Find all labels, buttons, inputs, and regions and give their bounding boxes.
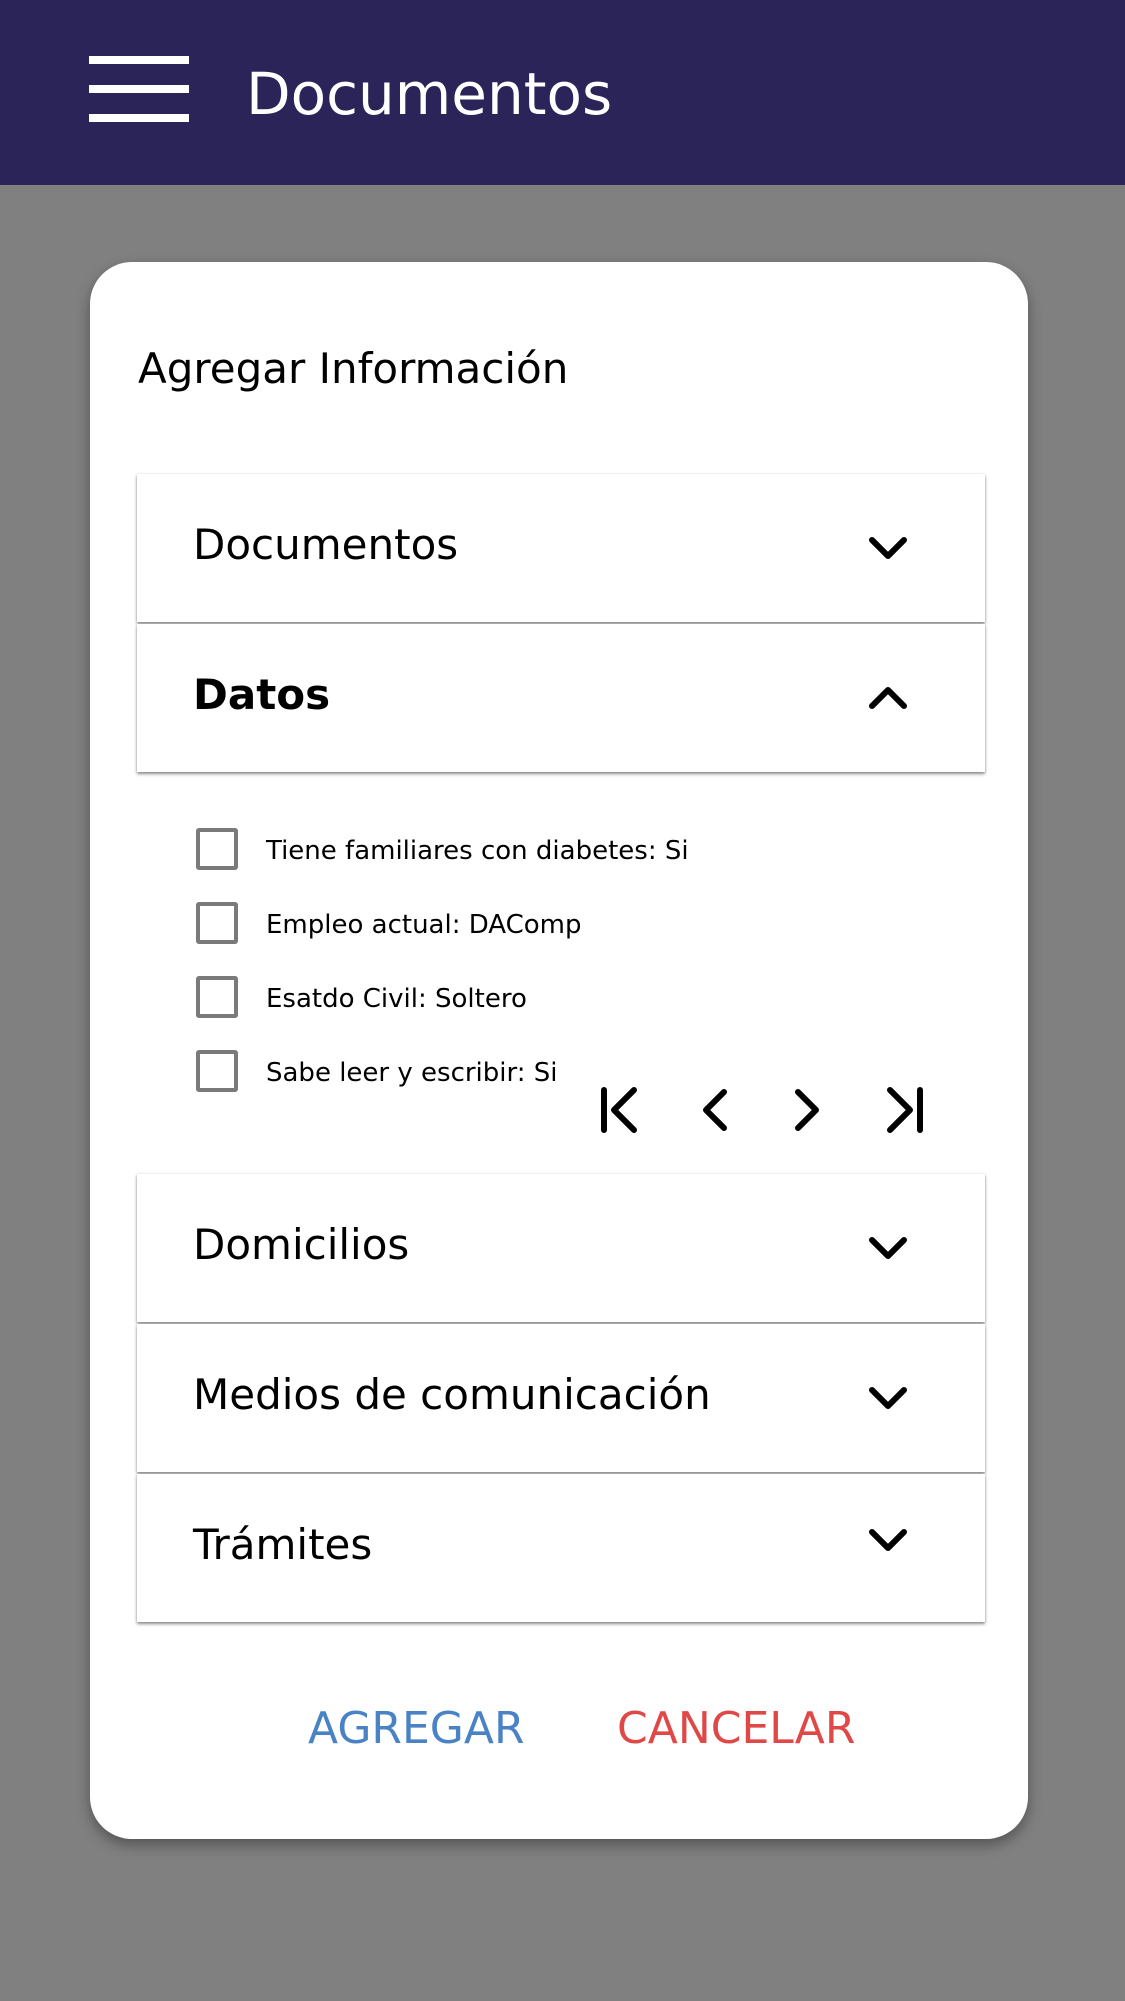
section-label: Domicilios: [193, 1220, 410, 1269]
section-datos[interactable]: [137, 624, 985, 772]
section-documentos[interactable]: [137, 474, 985, 622]
section-domicilios[interactable]: [137, 1174, 985, 1322]
first-page-icon[interactable]: [594, 1082, 650, 1138]
chevron-down-icon: [866, 1226, 910, 1270]
dialog-title: Agregar Información: [138, 344, 569, 393]
item-label: Tiene familiares con diabetes: Si: [266, 836, 689, 866]
chevron-down-icon: [866, 1376, 910, 1420]
section-tramites[interactable]: [137, 1474, 985, 1622]
add-button[interactable]: AGREGAR: [308, 1703, 525, 1754]
checkbox[interactable]: [196, 976, 238, 1018]
item-label: Sabe leer y escribir: Si: [266, 1058, 558, 1088]
chevron-down-icon: [866, 526, 910, 570]
app-bar: [0, 0, 1125, 185]
section-label: Datos: [193, 670, 331, 719]
next-page-icon[interactable]: [778, 1082, 834, 1138]
section-label: Medios de comunicación: [193, 1370, 711, 1419]
chevron-up-icon: [866, 676, 910, 720]
checkbox[interactable]: [196, 1050, 238, 1092]
section-label: Documentos: [193, 520, 459, 569]
hamburger-menu-icon[interactable]: [89, 56, 189, 122]
page-title: Documentos: [246, 60, 613, 128]
checkbox[interactable]: [196, 828, 238, 870]
item-label: Esatdo Civil: Soltero: [266, 984, 527, 1014]
previous-page-icon[interactable]: [688, 1082, 744, 1138]
checkbox[interactable]: [196, 902, 238, 944]
section-medios-de-comunicacion[interactable]: [137, 1324, 985, 1472]
section-label: Trámites: [193, 1520, 373, 1569]
item-label: Empleo actual: DAComp: [266, 910, 582, 940]
cancel-button[interactable]: CANCELAR: [617, 1703, 856, 1754]
last-page-icon[interactable]: [874, 1082, 930, 1138]
add-information-dialog: [90, 262, 1028, 1839]
chevron-down-icon: [866, 1518, 910, 1562]
